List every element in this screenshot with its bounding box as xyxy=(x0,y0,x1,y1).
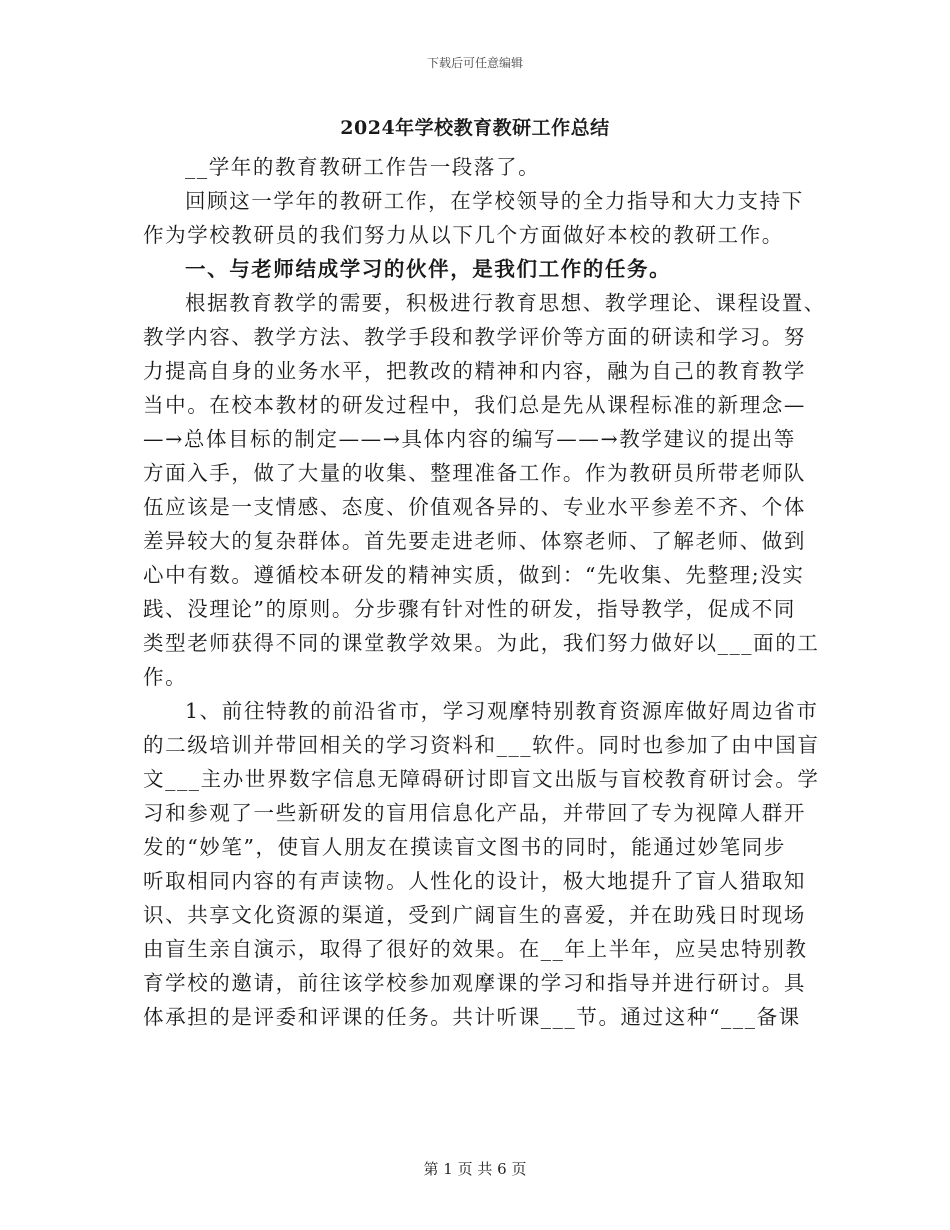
text-line: 当中。在校本教材的研发过程中，我们总是先从课程标准的新理念— xyxy=(143,393,806,417)
section-heading-1 xyxy=(143,252,810,286)
text-line: 方面入手，做了大量的收集、整理准备工作。作为教研员所带老师队 xyxy=(143,461,806,485)
text-line: 作。 xyxy=(143,665,188,689)
text-line: 差异较大的复杂群体。首先要走进老师、体察老师、了解老师、做到 xyxy=(143,529,806,553)
text-line: 类型老师获得不同的课堂教学效果。为此，我们努力做好以___面的工 xyxy=(143,631,820,655)
text-line: 体承担的是评委和评课的任务。共计听课___节。通过这种“___备课 xyxy=(143,1005,801,1029)
text-line: __学年的教育教研工作告一段落了。 xyxy=(185,155,541,179)
text-line: 作为学校教研员的我们努力从以下几个方面做好本校的教研工作。 xyxy=(143,223,784,247)
text-line: 教学内容、教学方法、教学手段和教学评价等方面的研读和学习。努 xyxy=(143,325,806,349)
text-line: —→总体目标的制定——→具体内容的编写——→教学建议的提出等 xyxy=(143,427,797,451)
text-line: 文___主办世界数字信息无障碍研讨即盲文出版与盲校教育研讨会。学 xyxy=(143,767,820,791)
text-line: 根据教育教学的需要，积极进行教育思想、教学理论、课程设置、 xyxy=(185,291,826,315)
paragraph-intro xyxy=(143,150,810,184)
text-line: 习和参观了一些新研发的盲用信息化产品，并带回了专为视障人群开 xyxy=(143,801,806,825)
text-line: 1、前往特教的前沿省市，学习观摩特别教育资源库做好周边省市 xyxy=(185,699,819,723)
paragraph-section-1 xyxy=(143,286,826,694)
text-line: 识、共享文化资源的渠道，受到广阔盲生的喜爱，并在助残日时现场 xyxy=(143,903,806,927)
paragraph-review xyxy=(143,184,810,252)
text-line: 听取相同内容的有声读物。人性化的设计，极大地提升了盲人猎取知 xyxy=(143,869,806,893)
document-body xyxy=(143,150,826,1034)
text-line: 伍应该是一支情感、态度、价值观各异的、专业水平参差不齐、个体 xyxy=(143,495,806,519)
text-line: 践、没理论”的原则。分步骤有针对性的研发，指导教学，促成不同 xyxy=(143,597,796,621)
text-line: 力提高自身的业务水平，把教改的精神和内容，融为自己的教育教学 xyxy=(143,359,806,383)
text-line: 心中有数。遵循校本研发的精神实质，做到：“先收集、先整理;没实 xyxy=(143,563,805,587)
text-line: 发的“妙笔”，使盲人朋友在摸读盲文图书的同时，能通过妙笔同步 xyxy=(143,835,786,859)
text-line: 的二级培训并带回相关的学习资料和___软件。同时也参加了由中国盲 xyxy=(143,733,820,757)
page-header-note: 下载后可任意编辑 xyxy=(426,56,523,70)
text-line: 育学校的邀请，前往该学校参加观摩课的学习和指导并进行研讨。具 xyxy=(143,971,806,995)
text-line: 由盲生亲自演示，取得了很好的效果。在__年上半年，应吴忠特别教 xyxy=(143,937,808,961)
section-heading: 一、与老师结成学习的伙伴，是我们工作的任务。 xyxy=(185,257,672,281)
page-number: 第 1 页 共 6 页 xyxy=(423,1160,527,1178)
text-line: 回顾这一学年的教研工作，在学校领导的全力指导和大力支持下 xyxy=(185,189,804,213)
page-title: 2024年学校教育教研工作总结 xyxy=(340,117,610,139)
paragraph-item-1 xyxy=(143,694,820,1034)
